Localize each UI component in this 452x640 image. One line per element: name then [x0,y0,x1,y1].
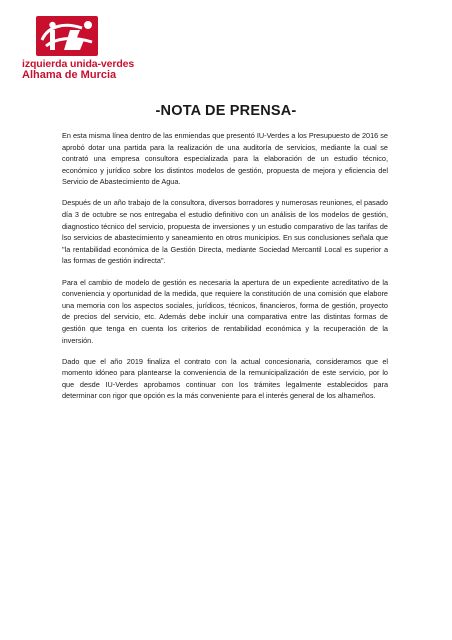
logo-brand-text: izquierda unida-verdes [22,58,135,70]
logo-location-text: Alhama de Murcia [22,69,117,81]
paragraph: Después de un año trabajo de la consultora, diversos borradores y numerosas reuniones, el pasado día 3 de octubre se nos entregaba el estudio definitivo con un análisis de los modelos de gestión, diagnostico técnico del servicio, propuesta de inversiones y un estudio comparativo de las tarifas de lso servicios de abastecimiento y saneamiento en otros municipios. En sus conclusiones señala que "la rentabilidad económica de la Gestión Directa, mediante Sociedad Mercantil Local es superior a las formas de gestión indirecta". [62,198,388,266]
iu-logo-mark-icon [36,16,98,56]
party-logo [22,16,152,81]
paragraph: En esta misma línea dentro de las enmiendas que presentó IU-Verdes a los Presupuesto de 2016 se aprobó dotar una partida para la realización de una auditoría de servicios, mediante la cual se contrató una empresa consultora especializada para la elaboración de un estudio técnico, económico y jurídico sobre los distintos modelos de gestión, propuesta de mejora y eficiencia del Servicio de Abastecimiento de Agua. [62,131,388,187]
document-title: -NOTA DE PRENSA- [155,103,297,119]
paragraph: Para el cambio de modelo de gestión es necesaria la apertura de un expediente acreditativo de la conveniencia y oportunidad de la medida, que requiere la constitución de una comisión que elabore una memoria con los aspectos sociales, jurídicos, técnicos, financieros, forma de gestión, proyecto de precios del servicio, etc. Además debe incluir una comparativa entre las distintas formas de gestión que tenga en cuenta los criterios de rentabilidad económica y la recuperación de la inversión. [62,277,388,345]
document-body [62,130,388,411]
paragraph: Dado que el año 2019 finaliza el contrato con la actual concesionaria, consideramos que el momento idóneo para plantearse la conveniencia de la remunicipalización de este servicio, por lo que desde IU-Verdes aprobamos continuar con los trámites legalmente establecidos para determinar con rigor que opción es la más conveniente para el interés general de los alhameños. [62,356,388,401]
